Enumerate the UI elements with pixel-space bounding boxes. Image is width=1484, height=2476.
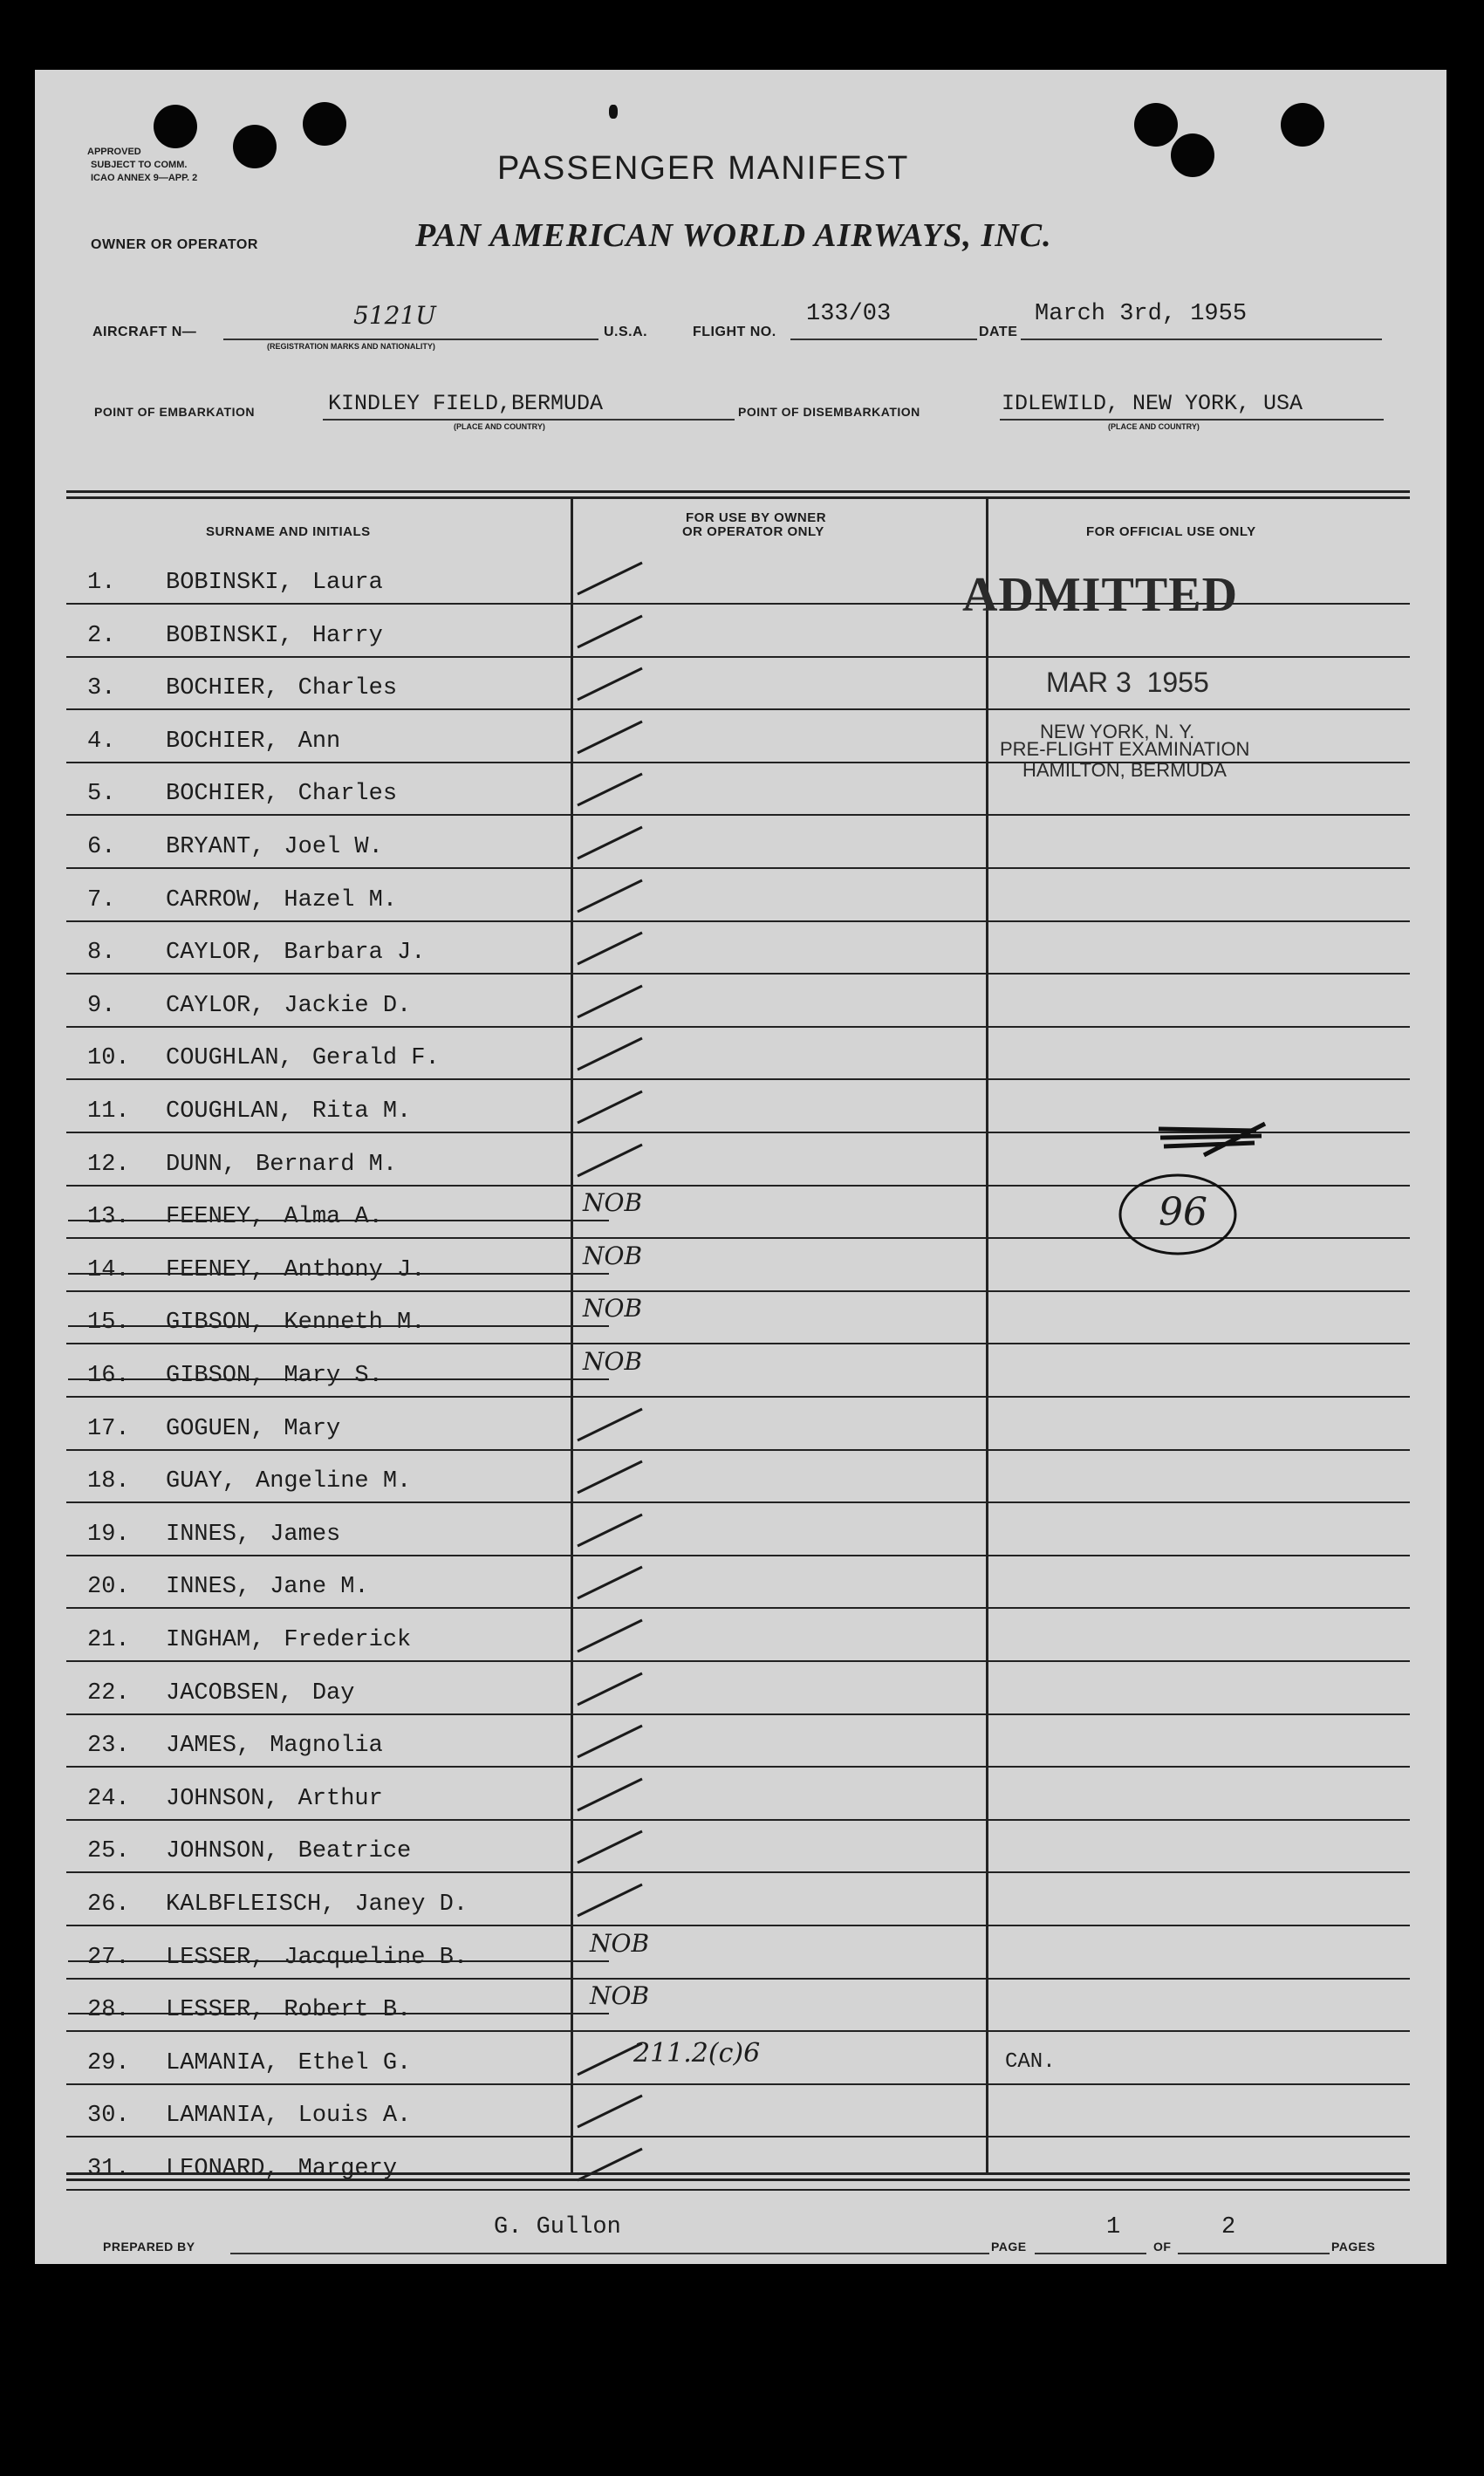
passenger-surname: KALBFLEISCH, xyxy=(166,1891,336,1918)
row-number: 15. xyxy=(87,1310,130,1337)
airline-name: PAN AMERICAN WORLD AIRWAYS, INC. xyxy=(415,217,1052,254)
passenger-surname: GIBSON, xyxy=(166,1363,265,1389)
passenger-entry xyxy=(87,1310,425,1336)
row-number: 2. xyxy=(87,622,116,649)
passenger-entry xyxy=(87,940,425,966)
of-label: OF xyxy=(1153,2240,1172,2254)
disembarkation-label: POINT OF DISEMBARKATION xyxy=(738,405,920,419)
passenger-surname: BOCHIER, xyxy=(166,675,279,702)
row-number: 11. xyxy=(87,1098,130,1125)
strikethrough-line xyxy=(68,1220,609,1221)
flight-number: 133/03 xyxy=(806,301,892,327)
check-mark xyxy=(572,1774,651,1817)
strikethrough-line xyxy=(68,1273,609,1275)
passenger-given-name: Hazel M. xyxy=(284,886,398,913)
passenger-given-name: Joel W. xyxy=(284,834,383,860)
passenger-entry xyxy=(87,2050,411,2076)
strikethrough-line xyxy=(68,1378,609,1380)
passenger-given-name: Charles xyxy=(297,675,398,702)
aircraft-label: AIRCRAFT N— xyxy=(92,325,197,339)
row-number: 4. xyxy=(87,728,116,755)
passenger-given-name: Rita M. xyxy=(311,1098,412,1125)
punch-hole xyxy=(233,125,277,168)
row-rule xyxy=(66,1449,1410,1451)
passenger-surname: BOCHIER, xyxy=(166,728,279,755)
row-rule xyxy=(66,1925,1410,1926)
passenger-entry xyxy=(87,993,411,1019)
row-rule xyxy=(66,973,1410,975)
row-number: 13. xyxy=(87,1204,130,1231)
passenger-entry xyxy=(87,1204,383,1230)
stamp-place: NEW YORK, N. Y. xyxy=(1040,721,1195,742)
row-rule xyxy=(66,1343,1410,1344)
page-number: 1 xyxy=(1106,2214,1121,2240)
passenger-given-name: Laura xyxy=(311,570,383,596)
nob-mark: NOB xyxy=(583,1188,643,1218)
passenger-entry xyxy=(87,1997,411,2023)
regulation-note: 211.2(c)6 xyxy=(633,2037,761,2069)
passenger-given-name: Arthur xyxy=(297,1785,383,1812)
approval-line: SUBJECT TO COMM. xyxy=(91,160,188,170)
passenger-entry xyxy=(87,1574,369,1600)
passenger-surname: BOCHIER, xyxy=(166,781,279,808)
check-mark xyxy=(572,2090,651,2134)
passenger-entry xyxy=(87,728,340,755)
check-mark xyxy=(572,716,651,760)
check-mark xyxy=(572,1509,651,1553)
punch-hole xyxy=(303,102,346,146)
passenger-surname: JOHNSON, xyxy=(166,1838,279,1865)
passenger-entry xyxy=(87,1945,468,1971)
punch-hole xyxy=(1171,133,1214,177)
row-number: 24. xyxy=(87,1785,130,1812)
row-rule xyxy=(66,814,1410,816)
passenger-given-name: Ann xyxy=(297,728,341,755)
date-label: DATE xyxy=(979,325,1018,339)
passenger-entry xyxy=(87,1045,440,1071)
row-number: 1. xyxy=(87,570,116,596)
passenger-surname: INNES, xyxy=(166,1574,251,1601)
strikethrough-line xyxy=(68,2013,609,2014)
check-mark xyxy=(572,927,651,971)
page-label: PAGE xyxy=(991,2240,1027,2254)
passenger-surname: GOGUEN, xyxy=(166,1415,265,1442)
passenger-entry xyxy=(87,1733,383,1759)
cancelled-mark: CAN. xyxy=(1005,2049,1056,2074)
row-number: 31. xyxy=(87,2156,130,2182)
passenger-given-name: Charles xyxy=(297,781,398,808)
row-number: 16. xyxy=(87,1363,130,1389)
check-mark xyxy=(572,1562,651,1605)
page-total: 2 xyxy=(1221,2214,1236,2240)
row-rule xyxy=(66,2189,1410,2191)
passenger-entry xyxy=(87,1257,425,1283)
passenger-entry xyxy=(87,623,383,649)
passenger-surname: GUAY, xyxy=(166,1468,237,1495)
row-number: 10. xyxy=(87,1045,130,1072)
scribble-mark xyxy=(1152,1120,1274,1164)
nob-mark: NOB xyxy=(583,1241,643,1270)
row-rule xyxy=(66,1819,1410,1821)
passenger-surname: COUGHLAN, xyxy=(166,1045,293,1072)
punch-hole xyxy=(154,105,197,148)
passenger-surname: BOBINSKI, xyxy=(166,622,293,649)
passenger-given-name: Beatrice xyxy=(297,1838,412,1865)
row-number: 22. xyxy=(87,1679,130,1707)
stamp-preflight: PRE-FLIGHT EXAMINATION xyxy=(1000,738,1250,760)
embarkation-caption: (PLACE AND COUNTRY) xyxy=(454,422,545,431)
check-mark xyxy=(572,981,651,1024)
column-header-owner: FOR USE BY OWNER xyxy=(686,510,827,525)
registration-caption: (REGISTRATION MARKS AND NATIONALITY) xyxy=(267,342,435,351)
passenger-surname: LESSER, xyxy=(166,1944,265,1971)
row-number: 8. xyxy=(87,940,116,967)
strikethrough-line xyxy=(68,1960,609,1962)
disembarkation-place: IDLEWILD, NEW YORK, USA xyxy=(1002,391,1303,416)
row-rule xyxy=(66,1978,1410,1980)
passenger-given-name: Jacqueline B. xyxy=(284,1944,468,1971)
usa-label: U.S.A. xyxy=(604,325,648,339)
passenger-entry xyxy=(87,1152,397,1178)
check-mark xyxy=(572,822,651,865)
passenger-given-name: Harry xyxy=(311,622,383,649)
row-number: 23. xyxy=(87,1733,130,1760)
row-rule xyxy=(66,2136,1410,2137)
row-rule xyxy=(66,656,1410,658)
passenger-given-name: Bernard M. xyxy=(256,1151,398,1178)
annex-reference: ICAO ANNEX 9—APP. 2 xyxy=(91,173,198,183)
passenger-entry xyxy=(87,1098,411,1125)
row-number: 26. xyxy=(87,1891,130,1918)
passenger-surname: INNES, xyxy=(166,1521,251,1548)
check-mark xyxy=(572,1879,651,1923)
row-rule xyxy=(66,920,1410,922)
passenger-given-name: Barbara J. xyxy=(284,940,426,967)
column-header-owner-2: OR OPERATOR ONLY xyxy=(682,524,824,539)
passenger-given-name: Frederick xyxy=(284,1627,412,1653)
row-number: 14. xyxy=(87,1256,130,1283)
passenger-surname: LAMANIA, xyxy=(166,2049,279,2076)
check-mark xyxy=(572,611,651,654)
row-number: 21. xyxy=(87,1627,130,1653)
table-top-rule xyxy=(66,490,1410,493)
passenger-given-name: Anthony J. xyxy=(284,1256,426,1283)
check-mark xyxy=(572,1139,651,1183)
row-number: 29. xyxy=(87,2049,130,2076)
check-mark xyxy=(572,663,651,707)
passenger-surname: CAYLOR, xyxy=(166,992,265,1019)
row-rule xyxy=(66,1501,1410,1503)
passenger-given-name: Margery xyxy=(297,2156,398,2182)
passenger-given-name: Ethel G. xyxy=(297,2049,412,2076)
row-number: 17. xyxy=(87,1415,130,1442)
passenger-given-name: Magnolia xyxy=(270,1733,383,1760)
column-divider xyxy=(986,499,988,2172)
passenger-entry xyxy=(87,1838,411,1864)
passenger-surname: DUNN, xyxy=(166,1151,237,1178)
passenger-given-name: Angeline M. xyxy=(256,1468,412,1495)
check-mark xyxy=(572,1033,651,1077)
embarkation-label: POINT OF EMBARKATION xyxy=(94,405,255,419)
check-mark xyxy=(572,769,651,812)
disembarkation-caption: (PLACE AND COUNTRY) xyxy=(1108,422,1200,431)
approval-stamp: APPROVED xyxy=(87,147,141,157)
passenger-given-name: James xyxy=(270,1521,341,1548)
passenger-entry xyxy=(87,1468,411,1494)
prepared-label: PREPARED BY xyxy=(103,2240,195,2254)
passenger-entry xyxy=(87,1786,383,1812)
stamp-location: HAMILTON, BERMUDA xyxy=(1022,759,1227,781)
row-number: 20. xyxy=(87,1574,130,1601)
row-rule xyxy=(66,867,1410,869)
passenger-surname: JOHNSON, xyxy=(166,1785,279,1812)
passenger-surname: COUGHLAN, xyxy=(166,1098,293,1125)
row-rule xyxy=(66,1396,1410,1398)
passenger-given-name: Robert B. xyxy=(284,1997,412,2024)
check-mark xyxy=(572,1615,651,1659)
table-bottom-rule xyxy=(66,2172,1410,2175)
passenger-given-name: Alma A. xyxy=(284,1204,383,1231)
row-number: 3. xyxy=(87,675,116,702)
passenger-entry xyxy=(87,570,383,596)
passenger-surname: JACOBSEN, xyxy=(166,1679,293,1707)
flight-label: FLIGHT NO. xyxy=(693,325,776,339)
prepared-by: G. Gullon xyxy=(494,2214,621,2240)
row-rule xyxy=(66,1713,1410,1715)
passenger-surname: LAMANIA, xyxy=(166,2103,279,2130)
passenger-entry xyxy=(87,781,397,807)
nob-mark: NOB xyxy=(590,1981,650,2011)
passenger-surname: JAMES, xyxy=(166,1733,251,1760)
row-rule xyxy=(66,1607,1410,1609)
passenger-entry xyxy=(87,1891,468,1918)
passenger-surname: LEONARD, xyxy=(166,2156,279,2182)
passenger-surname: GIBSON, xyxy=(166,1310,265,1337)
row-number: 25. xyxy=(87,1838,130,1865)
passenger-entry xyxy=(87,1627,411,1653)
passenger-entry xyxy=(87,887,397,913)
passenger-given-name: Day xyxy=(311,1679,355,1707)
passenger-surname: CARROW, xyxy=(166,886,265,913)
nob-mark: NOB xyxy=(583,1347,643,1376)
embarkation-place: KINDLEY FIELD,BERMUDA xyxy=(328,391,604,416)
row-number: 5. xyxy=(87,781,116,808)
page-title: PASSENGER MANIFEST xyxy=(497,150,910,187)
passenger-given-name: Janey D. xyxy=(354,1891,468,1918)
check-mark xyxy=(572,1404,651,1447)
passenger-surname: BRYANT, xyxy=(166,834,265,860)
row-rule xyxy=(66,1871,1410,1873)
passenger-surname: BOBINSKI, xyxy=(166,570,293,596)
stamp-date: MAR 3 1955 xyxy=(1046,667,1209,698)
row-number: 7. xyxy=(87,886,116,913)
pages-label: PAGES xyxy=(1331,2240,1376,2254)
passenger-given-name: Louis A. xyxy=(297,2103,412,2130)
passenger-given-name: Jane M. xyxy=(270,1574,369,1601)
check-mark xyxy=(572,1720,651,1764)
row-rule xyxy=(66,2083,1410,2085)
check-mark xyxy=(572,1086,651,1130)
flight-date: March 3rd, 1955 xyxy=(1035,301,1248,327)
passenger-entry xyxy=(87,834,383,860)
row-rule xyxy=(66,2030,1410,2032)
row-number: 19. xyxy=(87,1521,130,1548)
row-rule xyxy=(66,1078,1410,1080)
check-mark xyxy=(572,875,651,919)
passenger-given-name: Kenneth M. xyxy=(284,1310,426,1337)
passenger-entry xyxy=(87,1680,354,1707)
row-rule xyxy=(66,1026,1410,1028)
row-number: 27. xyxy=(87,1944,130,1971)
passenger-surname: CAYLOR, xyxy=(166,940,265,967)
row-rule xyxy=(66,708,1410,710)
passenger-surname: FEENEY, xyxy=(166,1256,265,1283)
row-rule xyxy=(66,1660,1410,1662)
passenger-given-name: Mary xyxy=(284,1415,341,1442)
passenger-given-name: Jackie D. xyxy=(284,992,412,1019)
column-header-official: FOR OFFICIAL USE ONLY xyxy=(1086,524,1256,539)
passenger-entry xyxy=(87,1416,340,1442)
nob-mark: NOB xyxy=(590,1928,650,1958)
passenger-surname: LESSER, xyxy=(166,1997,265,2024)
owner-label: OWNER OR OPERATOR xyxy=(91,237,258,252)
row-number: 18. xyxy=(87,1468,130,1495)
passenger-surname: FEENEY, xyxy=(166,1204,265,1231)
passenger-surname: INGHAM, xyxy=(166,1627,265,1653)
row-number: 28. xyxy=(87,1997,130,2024)
punch-hole xyxy=(1134,103,1178,147)
check-mark xyxy=(572,557,651,601)
row-number: 6. xyxy=(87,834,116,860)
row-number: 12. xyxy=(87,1151,130,1178)
check-mark xyxy=(572,1826,651,1870)
nob-mark: NOB xyxy=(583,1294,643,1323)
aircraft-number: 5121U xyxy=(353,301,436,330)
row-rule xyxy=(66,1766,1410,1768)
punch-hole xyxy=(1281,103,1324,147)
ink-speck xyxy=(609,105,618,119)
admitted-stamp: ADMITTED xyxy=(962,568,1239,622)
row-number: 9. xyxy=(87,992,116,1019)
row-rule xyxy=(66,1555,1410,1556)
strikethrough-line xyxy=(68,1325,609,1327)
row-number: 30. xyxy=(87,2103,130,2130)
row-rule xyxy=(66,1290,1410,1292)
passenger-entry xyxy=(87,1363,383,1389)
passenger-given-name: Gerald F. xyxy=(311,1045,440,1072)
passenger-entry xyxy=(87,675,397,701)
passenger-entry xyxy=(87,2103,411,2129)
passenger-given-name: Mary S. xyxy=(284,1363,383,1389)
circled-number: 96 xyxy=(1159,1190,1207,1235)
column-header-names: SURNAME AND INITIALS xyxy=(206,524,371,539)
passenger-entry xyxy=(87,1522,340,1548)
check-mark xyxy=(572,1456,651,1500)
check-mark xyxy=(572,1668,651,1712)
